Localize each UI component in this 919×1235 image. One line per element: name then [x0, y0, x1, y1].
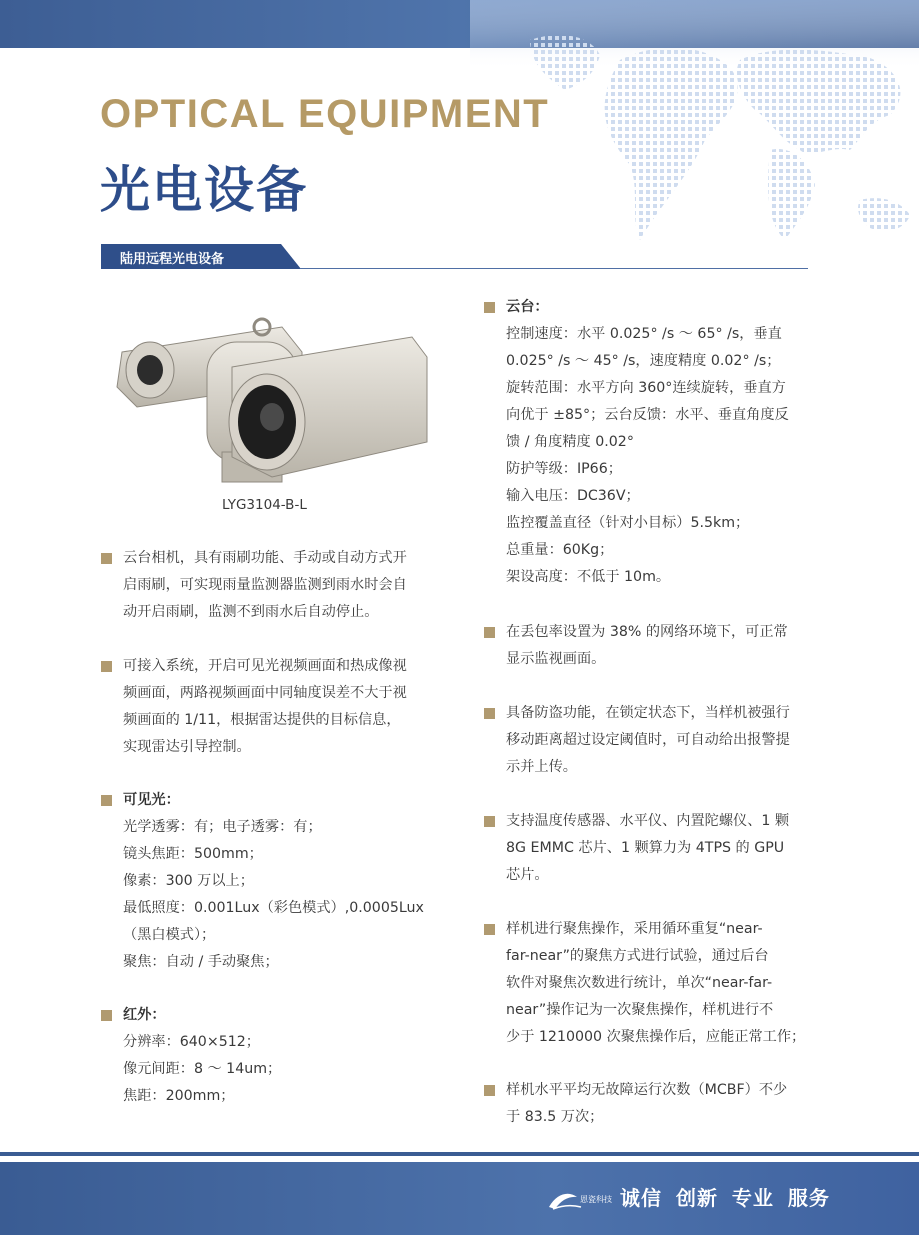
text-line: 分辨率：640×512； — [123, 1034, 260, 1050]
text-line: 总重量：60Kg； — [506, 542, 614, 558]
feature-wiper — [123, 545, 453, 626]
text-line: 像素：300 万以上； — [123, 873, 254, 889]
text-line: 镜头焦距：500mm； — [123, 846, 263, 862]
text-line: 可接入系统，开启可见光视频画面和热成像视 — [123, 658, 407, 674]
footer-slogan: 诚信 创新 专业 服务 — [620, 1186, 830, 1210]
bullet-square — [101, 661, 112, 672]
text-line: 于 83.5 万次； — [506, 1109, 604, 1125]
block-heading: 云台： — [506, 299, 549, 315]
bullet-square — [484, 924, 495, 935]
text-line: 软件对聚焦次数进行统计，单次“near-far- — [506, 975, 773, 991]
text-line: 实现雷达引导控制。 — [123, 739, 251, 755]
feature-radar-guidance — [123, 653, 453, 761]
bullet-square — [101, 795, 112, 806]
text-line: 云台相机，具有雨刷功能、手动或自动方式开 — [123, 550, 407, 566]
section-divider — [300, 268, 808, 269]
text-line: 少于 1210000 次聚焦操作后，应能正常工作； — [506, 1029, 806, 1045]
text-line: 光学透雾：有；电子透雾：有； — [123, 819, 322, 835]
feature-mcbf — [506, 1077, 836, 1131]
text-line: 像元间距：8 ～ 14um； — [123, 1061, 282, 1077]
bullet-square — [484, 816, 495, 827]
bullet-square — [101, 553, 112, 564]
text-line: 启雨刷，可实现雨量监测器监测到雨水时会自 — [123, 577, 407, 593]
text-line: 频画面的 1/11，根据雷达提供的目标信息， — [123, 712, 401, 728]
text-line: 最低照度：0.001Lux（彩色模式）,0.0005Lux — [123, 900, 424, 916]
spec-pan-tilt — [506, 294, 836, 591]
block-heading: 可见光： — [123, 792, 180, 808]
text-line: 移动距离超过设定阈值时，可自动给出报警提 — [506, 732, 790, 748]
text-line: 焦距：200mm； — [123, 1088, 235, 1104]
feature-sensors — [506, 808, 836, 889]
text-line: 在丢包率设置为 38% 的网络环境下，可正常 — [506, 624, 788, 640]
text-line: 0.025° /s ～ 45° /s，速度精度 0.02° /s； — [506, 353, 781, 369]
text-line: 输入电压：DC36V； — [506, 488, 640, 504]
text-line: 频画面，两路视频画面中同轴度误差不大于视 — [123, 685, 407, 701]
text-line: 架设高度：不低于 10m。 — [506, 569, 671, 585]
text-line: 显示监视画面。 — [506, 651, 606, 667]
text-line: （黑白模式）； — [123, 927, 216, 943]
text-line: 样机进行聚焦操作，采用循环重复“near- — [506, 921, 763, 937]
text-line: 示并上传。 — [506, 759, 577, 775]
spec-visible-light — [123, 787, 453, 976]
text-line: 控制速度：水平 0.025° /s ～ 65° /s，垂直 — [506, 326, 782, 342]
footer-divider — [0, 1152, 919, 1156]
text-line: 旋转范围：水平方向 360°连续旋转，垂直方 — [506, 380, 786, 396]
feature-anti-theft — [506, 700, 836, 781]
text-line: 芯片。 — [506, 867, 549, 883]
text-line: 具备防盗功能，在锁定状态下，当样机被强行 — [506, 705, 790, 721]
camera-product-image — [112, 312, 432, 494]
text-line: 支持温度传感器、水平仪、内置陀螺仪、1 颗 — [506, 813, 790, 829]
bullet-square — [484, 1085, 495, 1096]
block-heading: 红外： — [123, 1007, 166, 1023]
text-line: 8G EMMC 芯片、1 颗算力为 4TPS 的 GPU — [506, 840, 785, 856]
world-map-graphic — [470, 0, 919, 300]
text-line: 监控覆盖直径（针对小目标）5.5km； — [506, 515, 750, 531]
text-line: 动开启雨刷，监测不到雨水后自动停止。 — [123, 604, 379, 620]
section-label: 陆用远程光电设备 — [120, 252, 225, 267]
title-english: OPTICAL EQUIPMENT — [100, 92, 550, 136]
text-line: 向优于 ±85°；云台反馈：水平、垂直角度反 — [506, 407, 789, 423]
feature-focus-test — [506, 916, 836, 1051]
section-tab — [101, 244, 301, 269]
bullet-square — [101, 1010, 112, 1021]
text-line: 聚焦：自动 / 手动聚焦； — [123, 954, 279, 970]
bullet-square — [484, 302, 495, 313]
text-line: 样机水平平均无故障运行次数（MCBF）不少 — [506, 1082, 788, 1098]
product-model-caption: LYG3104-B-L — [222, 497, 307, 513]
text-line: 防护等级：IP66； — [506, 461, 622, 477]
title-chinese: 光电设备 — [100, 161, 308, 219]
feature-packet-loss — [506, 619, 836, 673]
text-line: far-near”的聚焦方式进行试验，通过后台 — [506, 948, 769, 964]
spec-infrared — [123, 1002, 453, 1110]
bullet-square — [484, 627, 495, 638]
text-line: near”操作记为一次聚焦操作，样机进行不 — [506, 1002, 774, 1018]
company-logo — [547, 1187, 617, 1213]
text-line: 馈 / 角度精度 0.02° — [506, 434, 634, 450]
bullet-square — [484, 708, 495, 719]
svg-text:恩瓷科技: 恩瓷科技 — [580, 1195, 612, 1204]
